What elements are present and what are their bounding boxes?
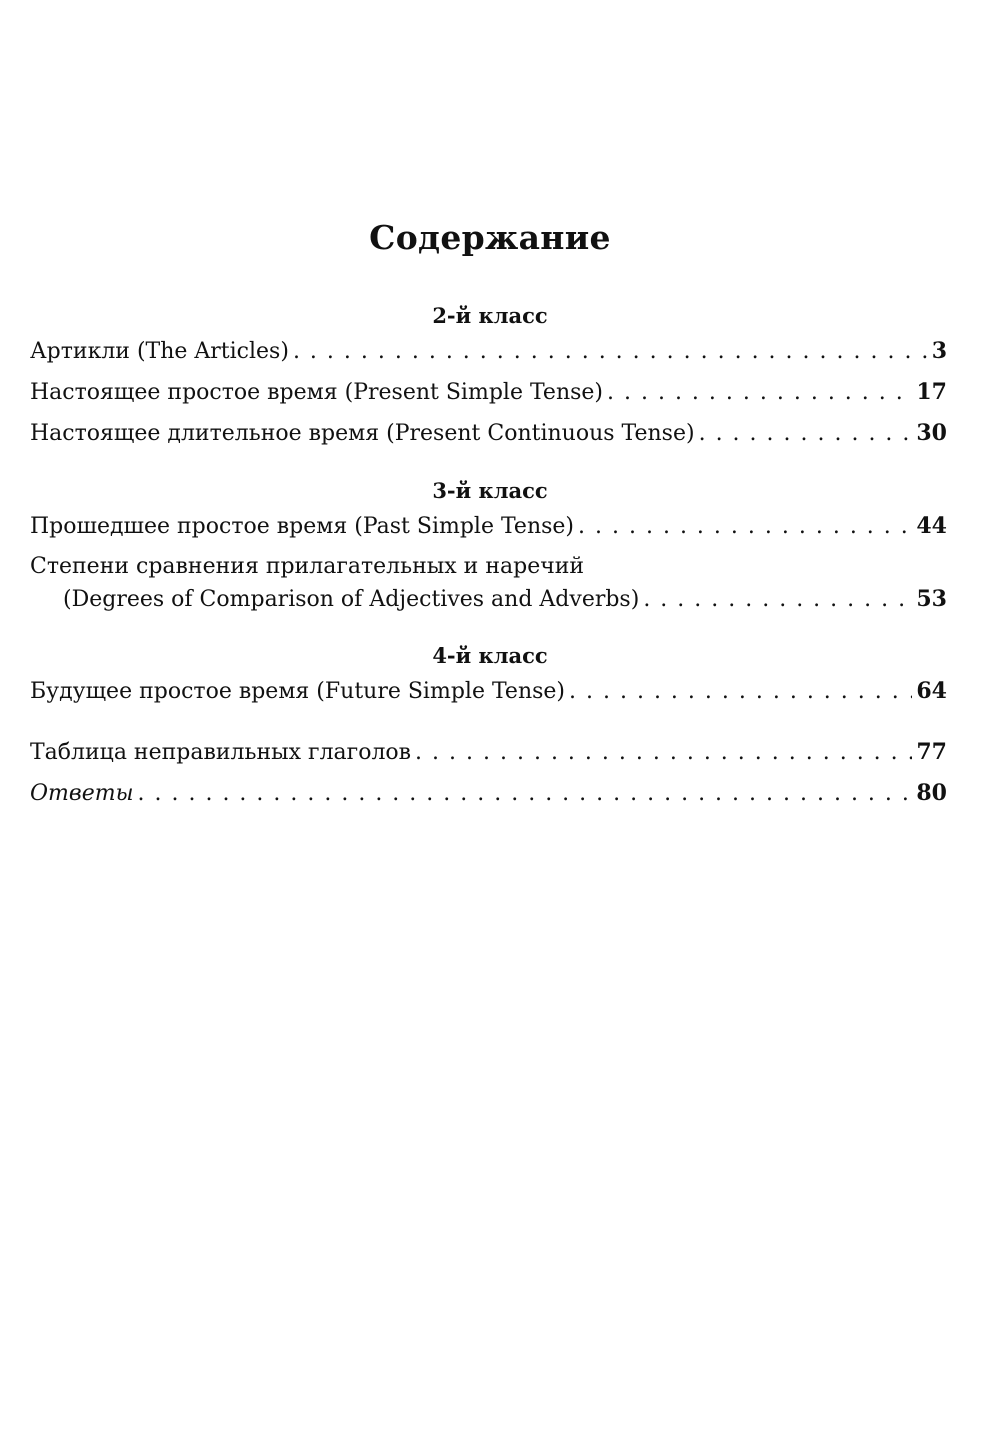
toc-entry-page: 44 — [916, 513, 947, 539]
toc-entry[interactable] — [30, 338, 947, 364]
dot-leader — [138, 781, 913, 806]
dot-leader — [569, 679, 912, 704]
dot-leader — [415, 740, 912, 765]
toc-entry-label: Настоящее длительное время (Present Continuous Tense) — [30, 421, 695, 446]
dot-leader — [607, 380, 912, 405]
toc-entry-label: Ответы — [30, 781, 134, 806]
page-title: Содержание — [369, 218, 611, 257]
toc-entry-page: 64 — [916, 678, 947, 704]
toc-entry-label: Будущее простое время (Future Simple Tense) — [30, 679, 566, 704]
toc-entry[interactable] — [30, 379, 947, 405]
section-heading: 2-й класс — [432, 303, 548, 328]
toc-entry-label: Таблица неправильных глаголов — [30, 740, 412, 765]
toc-entry-label-line1: Степени сравнения прилагательных и наречий — [30, 554, 585, 579]
toc-entry-page: 80 — [916, 780, 947, 806]
section-heading: 4-й класс — [432, 643, 548, 668]
toc-entry-page: 3 — [931, 338, 947, 364]
toc-entry-label: (Degrees of Comparison of Adjectives and Adverbs) — [63, 587, 640, 612]
dot-leader — [643, 587, 912, 612]
toc-entry-page: 53 — [916, 586, 947, 612]
toc-entry-label: Артикли (The Articles) — [30, 339, 289, 364]
dot-leader — [699, 421, 913, 446]
toc-entry[interactable] — [30, 678, 947, 704]
toc-entry[interactable] — [30, 420, 947, 446]
toc-entry[interactable] — [30, 739, 947, 765]
section-heading: 3-й класс — [432, 478, 548, 503]
toc-entry[interactable] — [63, 586, 947, 612]
toc-entry-page: 77 — [916, 739, 947, 765]
toc-entry[interactable] — [30, 513, 947, 539]
toc-entry-page: 30 — [916, 420, 947, 446]
dot-leader — [293, 339, 928, 364]
toc-entry-label: Настоящее простое время (Present Simple Tense) — [30, 380, 603, 405]
toc-entry-page: 17 — [916, 379, 947, 405]
toc-entry-label: Прошедшее простое время (Past Simple Tense) — [30, 514, 575, 539]
dot-leader — [578, 514, 912, 539]
toc-entry[interactable] — [30, 780, 947, 806]
